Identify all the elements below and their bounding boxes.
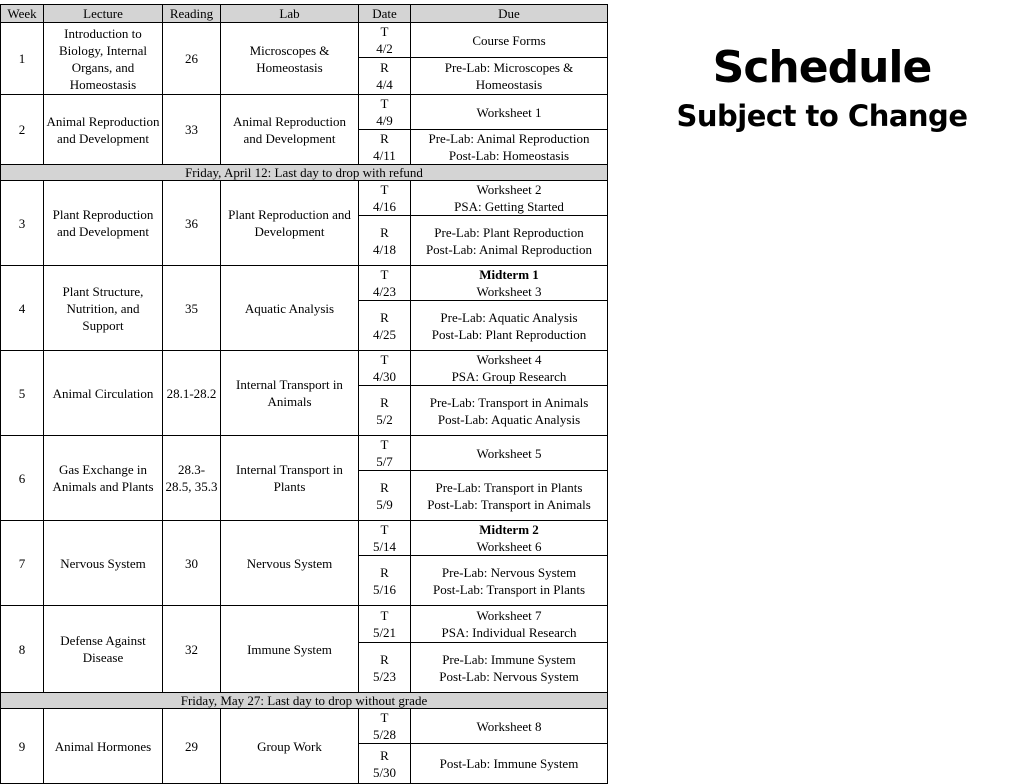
session-date xyxy=(359,23,411,58)
due-item: Post-Lab: Aquatic Analysis xyxy=(437,411,581,427)
session-date xyxy=(359,643,411,693)
session-date xyxy=(359,744,411,784)
due-item: Pre-Lab: Microscopes & xyxy=(444,60,574,75)
session-date-value: 5/14 xyxy=(372,539,397,554)
lecture-topic: Plant Reproduction and Development xyxy=(44,181,163,266)
header-reading: Reading xyxy=(163,5,221,23)
due-item: Worksheet 6 xyxy=(476,539,542,554)
session-day: T xyxy=(380,710,389,725)
week-number: 6 xyxy=(1,436,44,521)
schedule-row xyxy=(1,351,608,386)
due-item: Worksheet 7 xyxy=(476,608,542,623)
session-date-value: 4/4 xyxy=(376,77,393,92)
lab-topic: Animal Reproduction and Development xyxy=(221,95,359,165)
due-item: Homeostasis xyxy=(475,77,543,92)
session-day: T xyxy=(380,96,389,111)
due-items xyxy=(411,556,608,606)
reading-chapter: 33 xyxy=(163,95,221,165)
session-date xyxy=(359,556,411,606)
session-date-value: 5/9 xyxy=(376,496,393,512)
midterm-label: Midterm 2 xyxy=(479,522,539,537)
schedule-row xyxy=(1,709,608,744)
reading-chapter: 28.3-28.5, 35.3 xyxy=(163,436,221,521)
due-item: Pre-Lab: Aquatic Analysis xyxy=(440,309,578,325)
lab-topic: Microscopes & Homeostasis xyxy=(221,23,359,95)
due-item: Post-Lab: Transport in Animals xyxy=(427,496,591,512)
session-date xyxy=(359,181,411,216)
title-block xyxy=(656,40,988,136)
due-item: Pre-Lab: Transport in Animals xyxy=(429,394,589,410)
session-date-value: 4/18 xyxy=(372,241,397,257)
header-lab: Lab xyxy=(221,5,359,23)
session-date xyxy=(359,436,411,471)
session-date xyxy=(359,471,411,521)
lab-topic: Immune System xyxy=(221,606,359,693)
due-item: Worksheet 3 xyxy=(476,284,542,299)
session-day: T xyxy=(380,182,389,197)
lecture-topic: Nervous System xyxy=(44,521,163,606)
lecture-topic: Plant Structure, Nutrition, and Support xyxy=(44,266,163,351)
session-day: T xyxy=(380,437,389,452)
week-number: 2 xyxy=(1,95,44,165)
due-items xyxy=(411,606,608,643)
reading-chapter: 36 xyxy=(163,181,221,266)
due-items xyxy=(411,95,608,130)
session-day: R xyxy=(380,479,389,495)
schedule-row xyxy=(1,95,608,130)
due-item: Worksheet 8 xyxy=(476,718,542,734)
due-item: Post-Lab: Homeostasis xyxy=(448,148,570,163)
lecture-topic: Animal Circulation xyxy=(44,351,163,436)
session-date-value: 4/25 xyxy=(372,326,397,342)
page-title: Schedule xyxy=(712,42,932,93)
due-items xyxy=(411,266,608,301)
due-items xyxy=(411,130,608,165)
week-number: 1 xyxy=(1,23,44,95)
due-items xyxy=(411,181,608,216)
due-item: PSA: Group Research xyxy=(451,369,567,384)
session-date-value: 4/16 xyxy=(372,199,397,214)
due-item: Course Forms xyxy=(472,32,546,48)
due-item: Pre-Lab: Transport in Plants xyxy=(435,479,583,495)
lab-topic: Aquatic Analysis xyxy=(221,266,359,351)
due-item: Pre-Lab: Immune System xyxy=(442,651,576,667)
session-date xyxy=(359,351,411,386)
session-day: R xyxy=(380,309,389,325)
session-date-value: 5/21 xyxy=(372,625,397,640)
session-day: T xyxy=(380,608,389,623)
session-date-value: 4/11 xyxy=(373,148,396,163)
schedule-row xyxy=(1,23,608,58)
due-item: Worksheet 1 xyxy=(476,104,542,120)
notice-row xyxy=(1,693,608,709)
session-date xyxy=(359,58,411,95)
due-items xyxy=(411,744,608,784)
due-items xyxy=(411,471,608,521)
week-number: 3 xyxy=(1,181,44,266)
session-date-value: 5/16 xyxy=(372,581,397,597)
reading-chapter: 32 xyxy=(163,606,221,693)
header-week: Week xyxy=(1,5,44,23)
session-day: R xyxy=(380,60,389,75)
schedule-row xyxy=(1,181,608,216)
session-date xyxy=(359,386,411,436)
due-item: Pre-Lab: Animal Reproduction xyxy=(428,131,590,146)
session-day: R xyxy=(380,394,389,410)
due-item: Post-Lab: Transport in Plants xyxy=(432,581,586,597)
session-date-value: 4/2 xyxy=(376,41,393,56)
session-date-value: 5/28 xyxy=(372,727,397,742)
due-item: Post-Lab: Animal Reproduction xyxy=(425,241,593,257)
session-day: R xyxy=(380,224,389,240)
schedule-row xyxy=(1,521,608,556)
schedule-table xyxy=(0,4,608,784)
due-items xyxy=(411,301,608,351)
session-date xyxy=(359,95,411,130)
lab-topic: Internal Transport in Plants xyxy=(221,436,359,521)
reading-chapter: 30 xyxy=(163,521,221,606)
due-item: Post-Lab: Immune System xyxy=(439,756,579,771)
due-item: Post-Lab: Plant Reproduction xyxy=(431,326,587,342)
session-day: R xyxy=(380,651,389,667)
due-items xyxy=(411,521,608,556)
session-day: T xyxy=(380,24,389,39)
session-day: R xyxy=(380,564,389,580)
due-items xyxy=(411,23,608,58)
due-item: Worksheet 5 xyxy=(476,445,542,461)
lab-topic: Nervous System xyxy=(221,521,359,606)
due-items xyxy=(411,436,608,471)
lecture-topic: Defense Against Disease xyxy=(44,606,163,693)
due-items xyxy=(411,351,608,386)
session-date xyxy=(359,301,411,351)
lecture-topic: Introduction to Biology, Internal Organs, and Homeostasis xyxy=(44,23,163,95)
session-date xyxy=(359,266,411,301)
deadline-notice: Friday, May 27: Last day to drop without grade xyxy=(1,693,608,709)
schedule-row xyxy=(1,436,608,471)
due-item: PSA: Individual Research xyxy=(441,625,577,640)
midterm-label: Midterm 1 xyxy=(479,267,539,282)
session-date-value: 5/23 xyxy=(372,668,397,684)
header-due: Due xyxy=(411,5,608,23)
lab-topic: Plant Reproduction and Development xyxy=(221,181,359,266)
schedule-row xyxy=(1,606,608,643)
schedule-row xyxy=(1,266,608,301)
week-number: 7 xyxy=(1,521,44,606)
reading-chapter: 26 xyxy=(163,23,221,95)
session-date xyxy=(359,606,411,643)
reading-chapter: 29 xyxy=(163,709,221,784)
week-number: 9 xyxy=(1,709,44,784)
session-date xyxy=(359,521,411,556)
lecture-topic: Animal Hormones xyxy=(44,709,163,784)
session-date-value: 5/2 xyxy=(376,411,393,427)
page-subtitle: Subject to Change xyxy=(676,99,968,133)
week-number: 5 xyxy=(1,351,44,436)
header-lecture: Lecture xyxy=(44,5,163,23)
due-items xyxy=(411,58,608,95)
session-day: T xyxy=(380,352,389,367)
header-date: Date xyxy=(359,5,411,23)
session-day: R xyxy=(380,747,389,763)
due-items xyxy=(411,216,608,266)
session-date xyxy=(359,709,411,744)
lecture-topic: Animal Reproduction and Development xyxy=(44,95,163,165)
session-date-value: 4/23 xyxy=(372,284,397,299)
session-date xyxy=(359,216,411,266)
session-day: R xyxy=(380,131,389,146)
session-date-value: 5/30 xyxy=(372,764,397,780)
week-number: 4 xyxy=(1,266,44,351)
due-items xyxy=(411,643,608,693)
schedule-body xyxy=(1,23,608,784)
notice-row xyxy=(1,165,608,181)
session-date-value: 4/30 xyxy=(372,369,397,384)
due-item: Worksheet 4 xyxy=(476,352,542,367)
reading-chapter: 35 xyxy=(163,266,221,351)
due-item: Worksheet 2 xyxy=(476,182,542,197)
session-day: T xyxy=(380,522,389,537)
week-number: 8 xyxy=(1,606,44,693)
due-items xyxy=(411,709,608,744)
session-day: T xyxy=(380,267,389,282)
lab-topic: Group Work xyxy=(221,709,359,784)
session-date xyxy=(359,130,411,165)
reading-chapter: 28.1-28.2 xyxy=(163,351,221,436)
due-item: PSA: Getting Started xyxy=(454,199,564,214)
due-item: Post-Lab: Nervous System xyxy=(439,668,579,684)
session-date-value: 4/9 xyxy=(376,113,393,128)
session-date-value: 5/7 xyxy=(376,454,393,469)
lab-topic: Internal Transport in Animals xyxy=(221,351,359,436)
lecture-topic: Gas Exchange in Animals and Plants xyxy=(44,436,163,521)
deadline-notice: Friday, April 12: Last day to drop with refund xyxy=(1,165,608,181)
header-row xyxy=(1,5,608,23)
due-item: Pre-Lab: Nervous System xyxy=(441,564,577,580)
due-item: Pre-Lab: Plant Reproduction xyxy=(434,224,584,240)
due-items xyxy=(411,386,608,436)
